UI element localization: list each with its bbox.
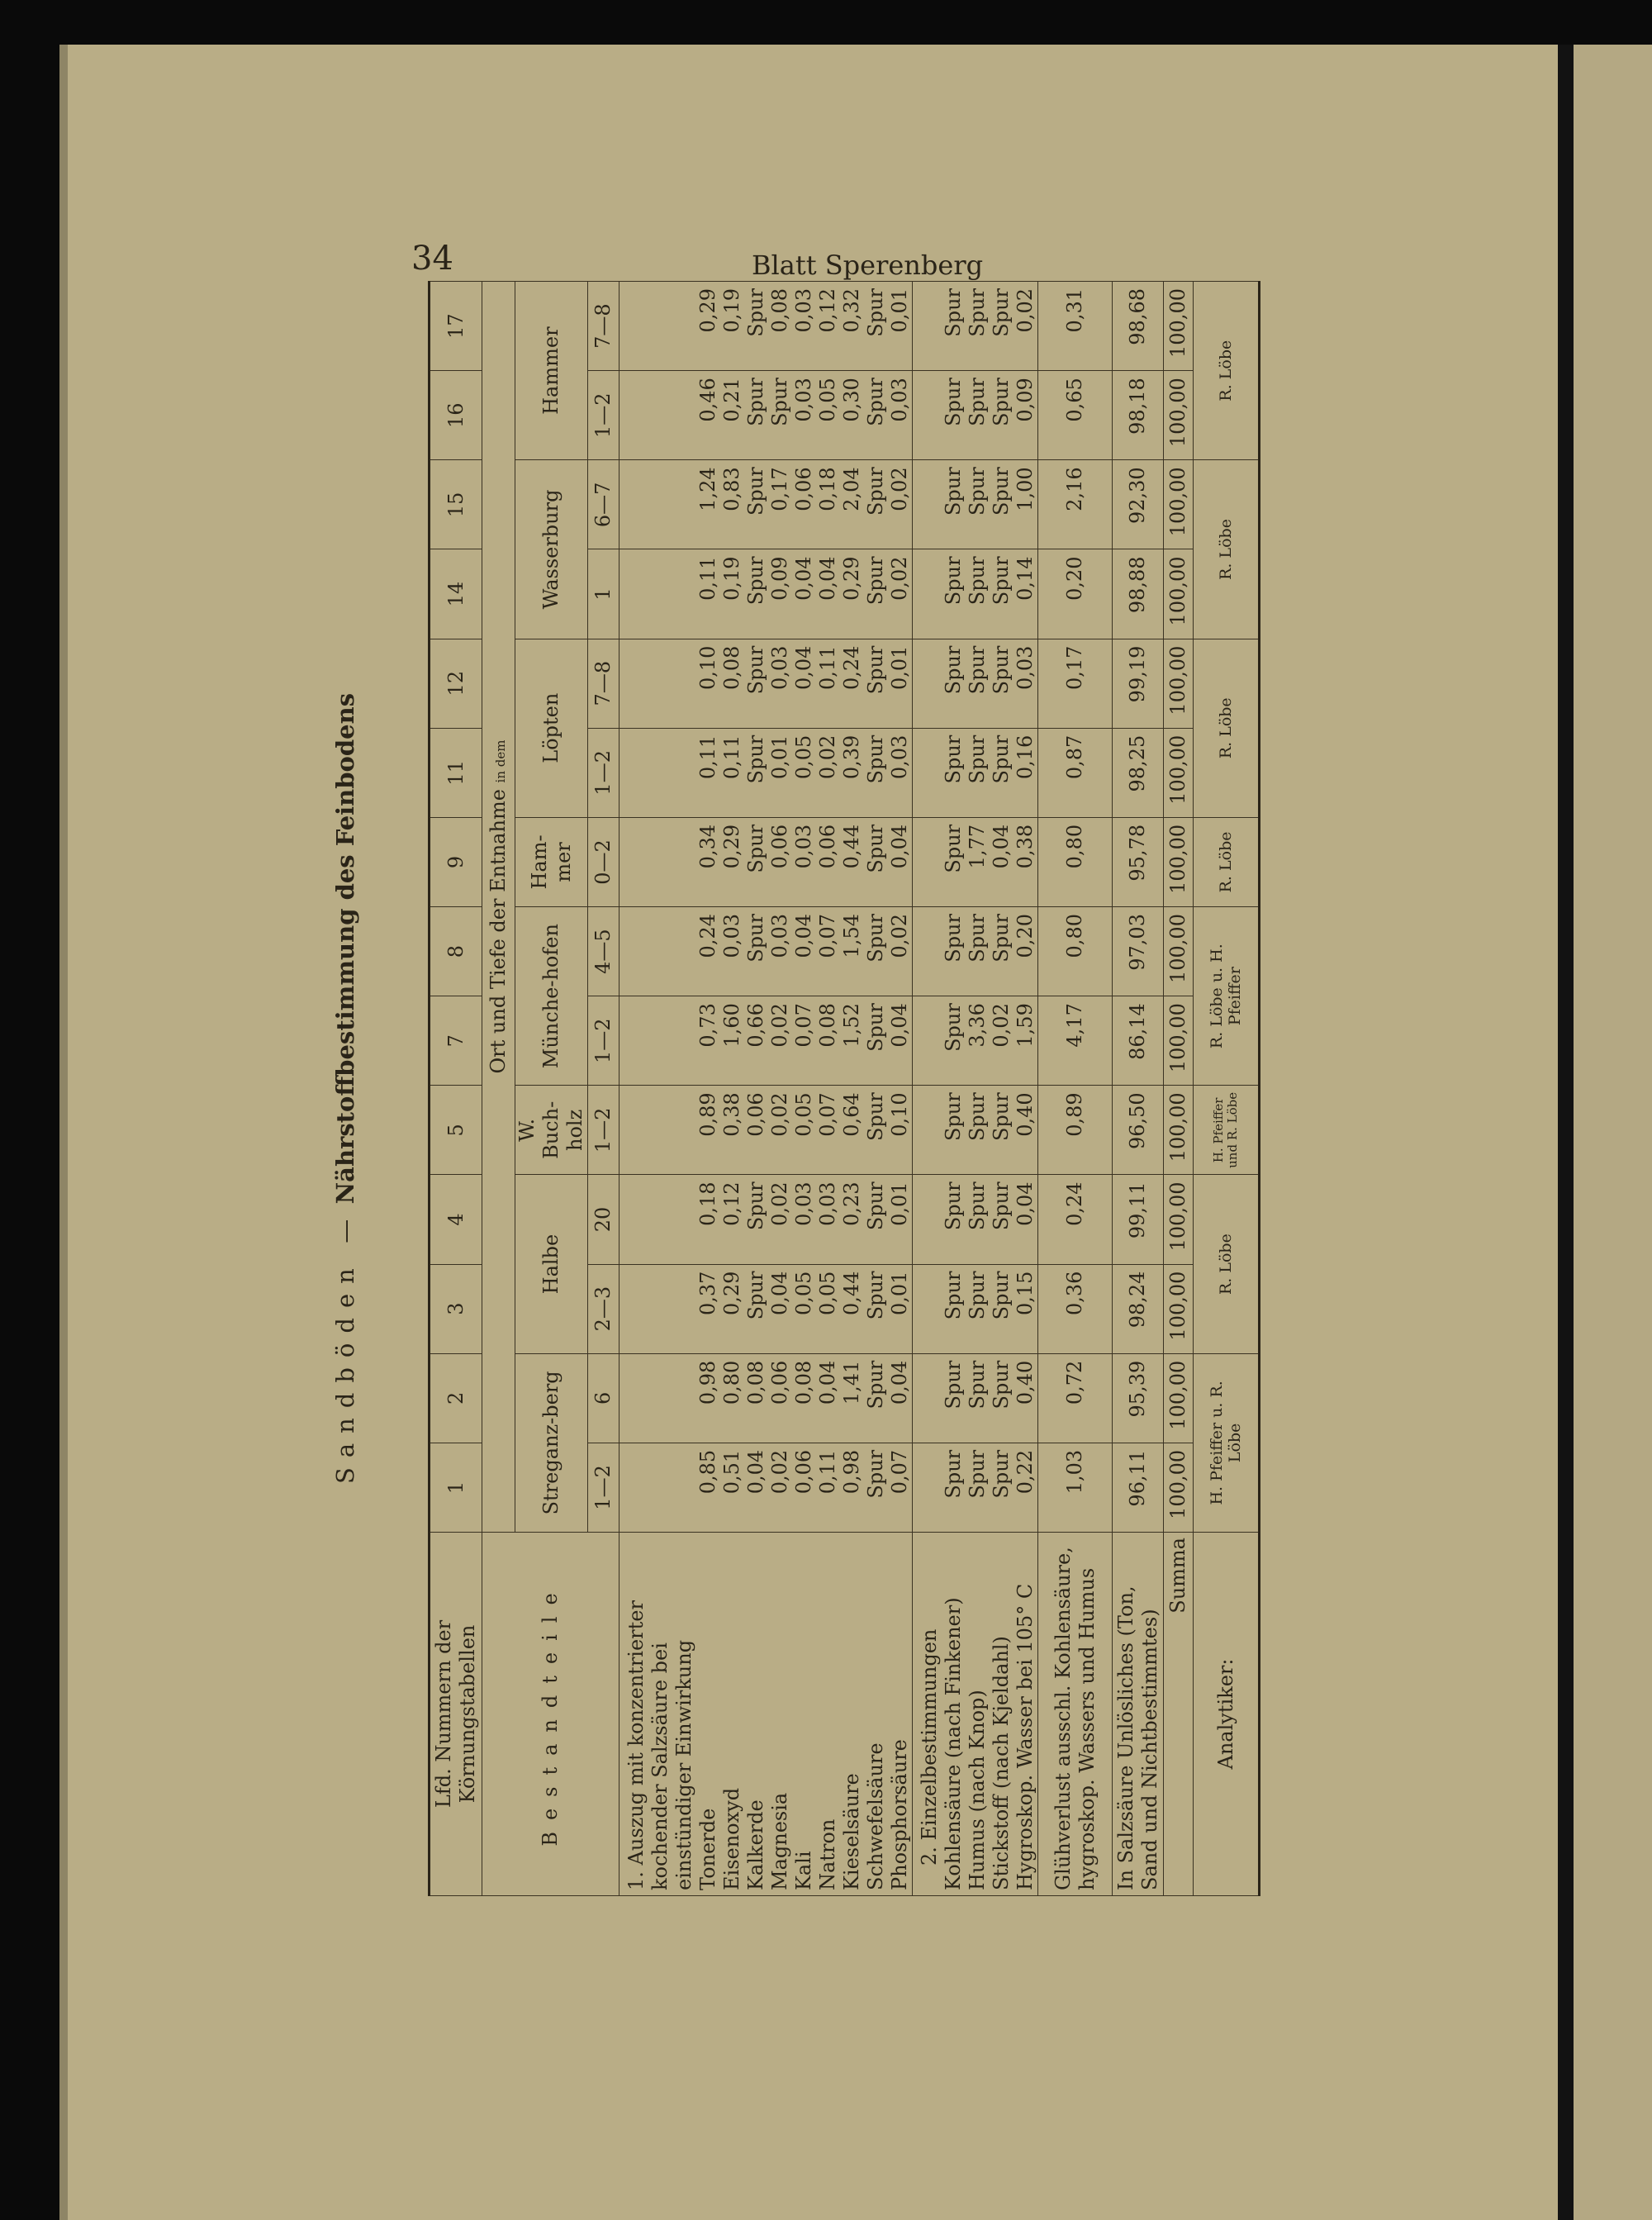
depth-cell: 1—2: [588, 728, 620, 817]
analyst-cell: H. Pfeiffer u. R. Löbe: [1194, 1353, 1260, 1532]
col-number: 7: [430, 996, 482, 1086]
values-section2: Spur Spur Spur 0,09: [913, 371, 1038, 460]
values-section2: Spur Spur Spur 0,20: [913, 907, 1038, 996]
unl-value: 86,14: [1113, 996, 1164, 1086]
section1-labels: Tonerde Eisenoxyd Kalkerde Magnesia Kali Natron Kieselsäure Schwefelsäure Phosphorsäure: [696, 1739, 911, 1890]
glueh-value: 0,89: [1038, 1086, 1113, 1175]
analyst-cell: R. Löbe u. H. Pfeiffer: [1194, 907, 1260, 1086]
depth-cell: 7—8: [588, 282, 620, 371]
unl-value: 96,50: [1113, 1086, 1164, 1175]
depth-cell: 0—2: [588, 817, 620, 906]
values-section2: Spur 1,77 0,04 0,38: [913, 817, 1038, 906]
header-bestandteile: [482, 1533, 620, 1896]
page-number: 34: [411, 240, 453, 278]
analyst-cell: R. Löbe: [1194, 282, 1260, 460]
unl-value: 98,25: [1113, 728, 1164, 817]
section2-labels: Kohlensäure (nach Finkener) Humus (nach Knop) Stickstoff (nach Kjeldahl) Hygroskop. Wasser bei 105° C: [942, 1583, 1037, 1890]
title-prefix: Sandböden: [331, 1258, 359, 1485]
analyst-cell: R. Löbe: [1194, 1175, 1260, 1353]
summa-value: 100,00: [1164, 1086, 1194, 1175]
values-section1: 0,24 0,03 Spur 0,03 0,04 0,07 1,54 Spur 0,02: [620, 907, 913, 996]
values-section2: Spur Spur Spur 1,00: [913, 460, 1038, 549]
glueh-value: 0,80: [1038, 817, 1113, 906]
depth-cell: 1: [588, 549, 620, 639]
values-section1: 0,73 1,60 0,66 0,02 0,07 0,08 1,52 Spur 0,04: [620, 996, 913, 1086]
header-bestandteile-text: Bestandteile: [539, 1581, 562, 1847]
values-section1: 1,24 0,83 Spur 0,17 0,06 0,18 2,04 Spur 0,02: [620, 460, 913, 549]
values-section2: Spur Spur Spur 0,16: [913, 728, 1038, 817]
values-section2: Spur Spur Spur 0,15: [913, 1264, 1038, 1353]
col-number: 11: [430, 728, 482, 817]
summa-value: 100,00: [1164, 549, 1194, 639]
col-number: 16: [430, 371, 482, 460]
unl-value: 98,24: [1113, 1264, 1164, 1353]
glueh-value: 0,80: [1038, 907, 1113, 996]
depth-cell: 1—2: [588, 996, 620, 1086]
unl-value: 99,19: [1113, 639, 1164, 728]
glueh-value: 1,03: [1038, 1443, 1113, 1532]
col-number: 15: [430, 460, 482, 549]
analyst-label: Analytiker:: [1194, 1533, 1260, 1896]
header-lfd: Lfd. Nummern der Körnungstabellen: [430, 1533, 482, 1896]
unl-value: 95,78: [1113, 817, 1164, 906]
glueh-value: 0,65: [1038, 371, 1113, 460]
unl-label: In Salzsäure Unlösliches (Ton, Sand und Nichtbestimmtes): [1113, 1533, 1164, 1896]
glueh-value: 0,17: [1038, 639, 1113, 728]
col-number: 14: [430, 549, 482, 639]
depth-cell: 1—2: [588, 371, 620, 460]
summa-value: 100,00: [1164, 282, 1194, 371]
unl-value: 98,18: [1113, 371, 1164, 460]
values-section1: 0,18 0,12 Spur 0,02 0,03 0,03 0,23 Spur 0,01: [620, 1175, 913, 1264]
values-section1: 0,46 0,21 Spur Spur 0,03 0,05 0,30 Spur 0,03: [620, 371, 913, 460]
values-section1: 0,85 0,51 0,04 0,02 0,06 0,11 0,98 Spur 0,07: [620, 1443, 913, 1532]
place-hammer-2: Hammer: [515, 282, 588, 460]
values-section1: 0,29 0,19 Spur 0,08 0,03 0,12 0,32 Spur 0,01: [620, 282, 913, 371]
table-title: [320, 281, 370, 1896]
summa-value: 100,00: [1164, 1175, 1194, 1264]
place-wasserburg: Wasserburg: [515, 460, 588, 639]
analyst-cell: R. Löbe: [1194, 460, 1260, 639]
nutrient-table: [428, 281, 1260, 1896]
col-number: 12: [430, 639, 482, 728]
depth-cell: 2—3: [588, 1264, 620, 1353]
header-ort: [482, 282, 515, 1533]
place-w-buchholz: W. Buch-holz: [515, 1086, 588, 1175]
values-section2: Spur Spur Spur 0,14: [913, 549, 1038, 639]
depth-cell: 4—5: [588, 907, 620, 996]
place-halbe: Halbe: [515, 1175, 588, 1353]
glueh-value: 0,24: [1038, 1175, 1113, 1264]
values-section2: Spur Spur Spur 0,40: [913, 1086, 1038, 1175]
depth-cell: 6—7: [588, 460, 620, 549]
unl-value: 97,03: [1113, 907, 1164, 996]
col-number: 3: [430, 1264, 482, 1353]
facing-page-edge: [1574, 45, 1652, 2220]
summa-value: 100,00: [1164, 639, 1194, 728]
depth-cell: 20: [588, 1175, 620, 1264]
glueh-value: 0,72: [1038, 1353, 1113, 1443]
depth-cell: 7—8: [588, 639, 620, 728]
summa-value: 100,00: [1164, 1353, 1194, 1443]
summa-label: Summa: [1164, 1533, 1194, 1896]
section1-heading: 1. Auszug mit konzentrierter kochender Salzsäure bei einstündiger Einwirkung: [624, 1600, 695, 1890]
depth-cell: 6: [588, 1353, 620, 1443]
analyst-cell: H. Pfeiffer und R. Löbe: [1194, 1086, 1260, 1175]
analyst-cell: R. Löbe: [1194, 639, 1260, 817]
values-section2: Spur Spur Spur 0,04: [913, 1175, 1038, 1264]
summa-value: 100,00: [1164, 460, 1194, 549]
summa-value: 100,00: [1164, 728, 1194, 817]
header-ort-text: Ort und Tiefe der Entnahme: [487, 789, 510, 1074]
unl-value: 95,39: [1113, 1353, 1164, 1443]
values-section2: Spur 3,36 0,02 1,59: [913, 996, 1038, 1086]
col-number: 5: [430, 1086, 482, 1175]
glueh-value: 0,20: [1038, 549, 1113, 639]
col-number: 9: [430, 817, 482, 906]
place-hammer-1: Ham-mer: [515, 817, 588, 906]
values-section2: Spur Spur Spur 0,03: [913, 639, 1038, 728]
place-muenchehofen: Münche-hofen: [515, 907, 588, 1086]
glueh-value: 4,17: [1038, 996, 1113, 1086]
values-section1: 0,11 0,19 Spur 0,09 0,04 0,04 0,29 Spur 0,02: [620, 549, 913, 639]
summa-value: 100,00: [1164, 371, 1194, 460]
values-section1: 0,11 0,11 Spur 0,01 0,05 0,02 0,39 Spur 0,03: [620, 728, 913, 817]
unl-value: 98,88: [1113, 549, 1164, 639]
values-section1: 0,89 0,38 0,06 0,02 0,05 0,07 0,64 Spur 0,10: [620, 1086, 913, 1175]
rotated-table-block: [320, 281, 1431, 1896]
analyst-cell: R. Löbe: [1194, 817, 1260, 906]
header-ort-small: in dem: [493, 739, 508, 783]
values-section1: 0,37 0,29 Spur 0,04 0,05 0,05 0,44 Spur 0,01: [620, 1264, 913, 1353]
values-section2: Spur Spur Spur 0,02: [913, 282, 1038, 371]
col-number: 8: [430, 907, 482, 996]
title-dash: —: [331, 1219, 359, 1243]
summa-value: 100,00: [1164, 1443, 1194, 1532]
summa-value: 100,00: [1164, 817, 1194, 906]
summa-value: 100,00: [1164, 996, 1194, 1086]
values-section2: Spur Spur Spur 0,40: [913, 1353, 1038, 1443]
unl-value: 92,30: [1113, 460, 1164, 549]
glueh-value: 0,36: [1038, 1264, 1113, 1353]
place-loepten: Löpten: [515, 639, 588, 817]
section2-heading: 2. Einzelbestimmungen: [918, 1628, 941, 1866]
unl-value: 99,11: [1113, 1175, 1164, 1264]
glueh-value: 0,87: [1038, 728, 1113, 817]
col-number: 2: [430, 1353, 482, 1443]
summa-value: 100,00: [1164, 907, 1194, 996]
values-section1: 0,10 0,08 Spur 0,03 0,04 0,11 0,24 Spur 0,01: [620, 639, 913, 728]
glueh-value: 0,31: [1038, 282, 1113, 371]
running-head: Blatt Sperenberg: [752, 250, 984, 281]
place-streganzberg: Streganz-berg: [515, 1353, 588, 1532]
depth-cell: 1—2: [588, 1086, 620, 1175]
depth-cell: 1—2: [588, 1443, 620, 1532]
unl-value: 98,68: [1113, 282, 1164, 371]
col-number: 4: [430, 1175, 482, 1264]
values-section1: 0,98 0,80 0,08 0,06 0,08 0,04 1,41 Spur 0,04: [620, 1353, 913, 1443]
glueh-value: 2,16: [1038, 460, 1113, 549]
title-main: Nährstoffbestimmung des Feinbodens: [331, 692, 359, 1205]
values-section2: Spur Spur Spur 0,22: [913, 1443, 1038, 1532]
col-number: 1: [430, 1443, 482, 1532]
values-section1: 0,34 0,29 Spur 0,06 0,03 0,06 0,44 Spur 0,04: [620, 817, 913, 906]
summa-value: 100,00: [1164, 1264, 1194, 1353]
unl-value: 96,11: [1113, 1443, 1164, 1532]
col-number: 17: [430, 282, 482, 371]
glueh-label: Glühverlust ausschl. Kohlensäure, hygroskop. Wassers und Humus: [1038, 1533, 1113, 1896]
